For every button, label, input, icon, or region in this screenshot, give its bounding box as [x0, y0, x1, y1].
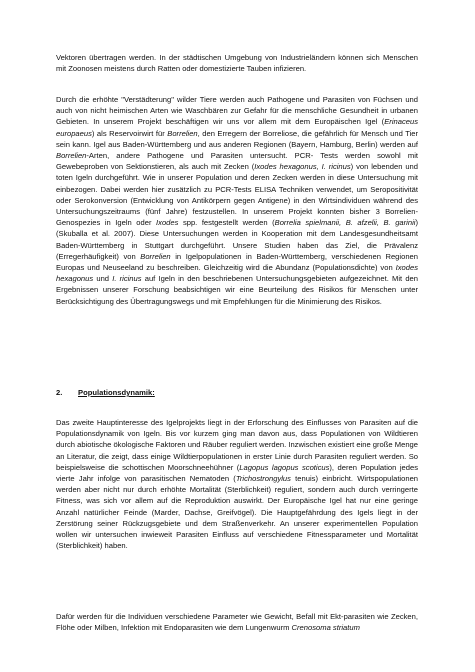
text-run: Dafür werden für die Individuen verschiedene Parameter wie Gewicht, Befall mit Ekt-parasiten wie Zecken, Flöhe oder Milben, Infektion mit Endoparasiten wie dem Lungenwurm: [56, 612, 418, 633]
text-run: ) als Reservoirwirt für: [91, 128, 168, 138]
text-run: spp. festgestellt werden (: [178, 218, 275, 228]
section-heading: [56, 387, 418, 398]
italic-term: Erinaceus europaeus: [56, 117, 418, 138]
italic-term: Borrelien: [56, 151, 87, 161]
text-run: in Igelpopulationen in Baden-Württemberg, verschiedenen Regionen Europas und Neuseeland zu beschreiben. Gleichzeitig wird die Abundanz (Populationsdichte) von: [56, 251, 418, 273]
text-run: Durch die erhöhte "Verstädterung" wilder Tiere werden auch Pathogene und Parasiten von Füchsen und auch von nicht heimischen Arten wie Waschbären zur Gefahr für die menschliche Gesundheit in urbanen Gebieten. In unserem Projekt beschäftigen wir uns vor allem mit dem Europäischen Igel (: [56, 95, 418, 127]
text-run: ), deren Population jedes vierte Jahr infolge von parasitischen Nematoden (: [56, 462, 418, 484]
italic-term: Lagopus lagopus scoticus: [239, 462, 330, 472]
text-run: ) von lebenden und toten Igeln durchgeführt. Wie in unserer Population und deren Zecken werden in diese Untersuchung mit einbezogen. Dabei werden hier zusätzlich zu PCR-Tests ELISA Techniken verwendet, um Seropositivität oder Serokonversion (Entwicklung von Antikörpern gegen Antigene) in den Wirtsindividuen während des Untersuchungszeitraums (fünf Jahre) festzustellen. In unserem Projekt konnten bisher 3 Borrelien-Genospezies in Igeln oder: [56, 162, 418, 228]
italic-term: Borrelien: [167, 128, 198, 138]
text-run: tenuis) einbricht. Wirtspopulationen werden aber nicht nur durch erhöhte Mortalität (Sterblichkeit) reguliert, sondern auch durch verringerte Fitness, was sich vor allem auf die Reproduktion auswirkt. Der Europäische Igel hat nur eine geringe Anzahl natürlicher Feinde (Marder, Dachse, Greifvögel). Die Hauptgefährdung des Igels liegt in der Zerstörung seiner Rückzugsgebiete und dem Straßenverkehr. An unserer experimentellen Population wollen wir untersuchen inwieweit Parasiten Einfluss auf verschiedene Fitnessparameter und Mortalität (Sterblichkeit) haben.: [56, 474, 419, 551]
paragraph-borrelien: [56, 94, 418, 307]
paragraph-text: [56, 417, 418, 551]
paragraph-populationsdynamik: [56, 417, 418, 551]
paragraph-text: [56, 52, 418, 74]
text-run: , den Erregern der Borreliose, die gefährlich für Mensch und Tier sein kann. Igel aus Baden-Württemberg und aus anderen Regionen (Bayern, Hamburg, Berlin) werden auf: [56, 128, 418, 149]
paragraph-text: [56, 611, 418, 633]
italic-term: I. ricinus: [112, 274, 142, 284]
italic-term: Ixodes hexagonus: [56, 263, 418, 284]
text-run: Das zweite Hauptinteresse des Igelprojekts liegt in der Erforschung des Einflusses von Parasiten auf die Populationsdynamik von Igeln. Bis vor kurzem ging man davon aus, dass Populationen von Wildtieren durch abiotische ökologische Faktoren und Räuber reguliert werden. Inzwischen existiert eine große Menge an Literatur, die zeigt, dass einige Wildtierpopulationen in erster Linie durch Parasiten reguliert werden. So beispielsweise die schottischen Moorschneehühner (: [56, 418, 418, 472]
paragraph-zoonosen: [56, 52, 418, 74]
text-run: Vektoren übertragen werden. In der städtischen Umgebung von Industrieländern können sich Menschen mit Zoonosen meistens durch Ratten oder domestizierte Tauben infizieren.: [56, 53, 418, 74]
italic-term: Crenosoma striatum: [291, 623, 360, 633]
section-title: Populationsdynamik:: [78, 388, 155, 397]
italic-term: Borrelia spielmanii, B. afzelii, B. garinii: [274, 218, 416, 228]
paragraph-text: [56, 94, 418, 307]
italic-term: Ixodes: [156, 218, 179, 228]
text-run: -Arten, andere Pathogene und Parasiten untersucht. PCR- Tests werden sowohl mit Gewebeproben von Sektionstieren, als auch mit Zecken (: [56, 151, 418, 172]
italic-term: Trichostrongylus: [235, 474, 291, 484]
text-run: ) (Skuballa et al. 2007). Diese Untersuchungen werden in Kooperation mit dem Landesgesundheitsamt Baden-Württemberg in Stuttgart durchgeführt. Unsere Studien haben das Ziel, die Prävalenz (Erregerhäufigkeit) von: [56, 218, 418, 261]
section-number: 2.: [56, 388, 63, 397]
italic-term: Borrelien: [140, 251, 171, 261]
italic-term: Ixodes hexagonus, I. ricinus: [254, 162, 351, 172]
paragraph-parameter: [56, 611, 418, 633]
text-run: und: [93, 274, 113, 284]
text-run: auf Igeln in den beschriebenen Untersuchungsgebieten aufgezeichnet. Mit den Ergebnissen unserer Forschung beabsichtigen wir eine Beurteilung des Risikos für Menschen unter Berücksichtigung des Übertragungswegs und mit Empfehlungen für die Minimierung des Risikos.: [56, 274, 418, 306]
